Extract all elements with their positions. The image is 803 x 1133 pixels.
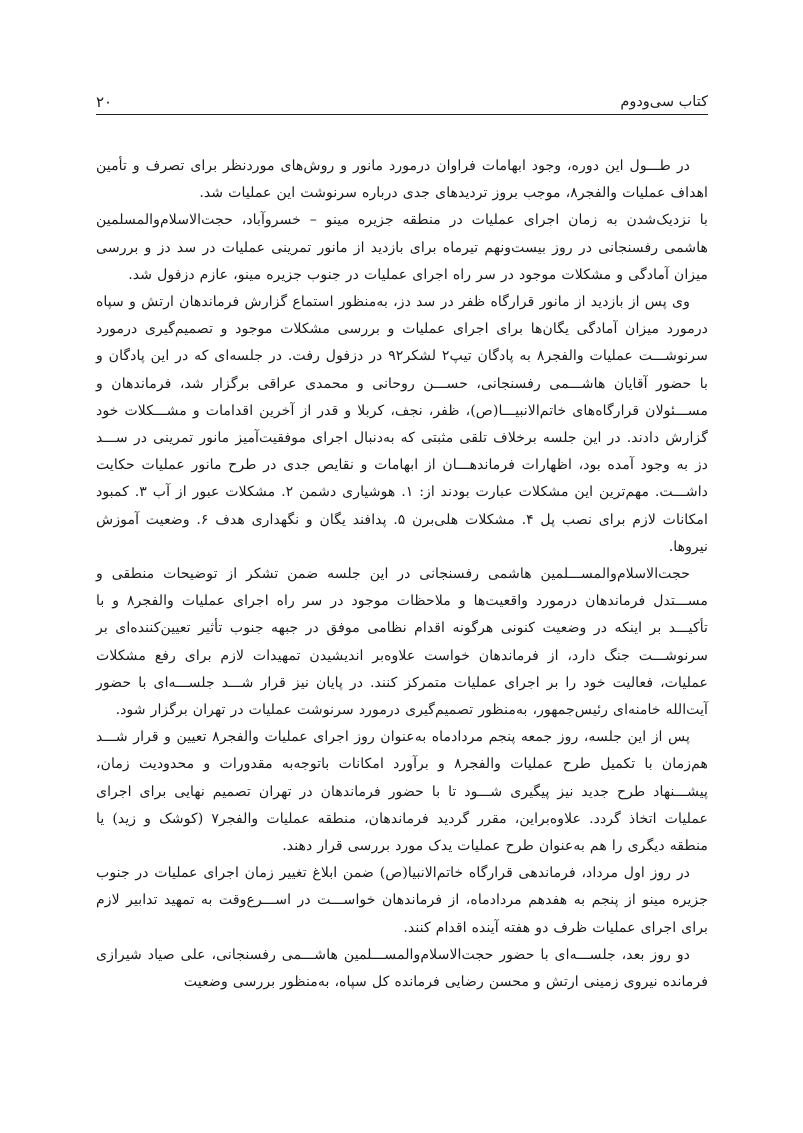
page-header: [96, 84, 708, 115]
paragraph: وی پس از بازدید از مانور قرارگاه ظفر در سد دز، به‌منظور استماع گزارش فرماندهان ارتش و سپاه درمورد میزان آمادگی یگان‌ها برای اجرای عملیات و بررسی مشکلات موجود و تصمیم‌گیری درمورد سرنوشـــت عملیات والفجر۸ به پادگان تیپ۲ لشکر۹۲ در دزفول رفت. در جلسه‌ای که در این پادگان و با حضور آقایان هاشـــمی رفسنجانی، حســـن روحانی و محمدی عراقی برگزار شد، فرماندهان و مســـئولان قرارگاه‌های خاتم‌الانبیـــا(ص)، ظفر، نجف، کربلا و قدر از آخرین اقدامات و مشـــکلات خود گزارش دادند. در این جلسه برخلاف تلقی مثبتی که به‌دنبال اجرای موفقیت‌آمیز مانور تمرینی در ســـد دز به وجود آمده بود، اظهارات فرماندهـــان از ابهامات و نقایص جدی در طرح مانور عملیات حکایت داشـــت. مهم‌ترین این مشکلات عبارت بودند از: ۱. هوشیاری دشمن ۲. مشکلات عبور از آب ۳. کمبود امکانات لازم برای نصب پل ۴. مشکلات هلی‌برن ۵. پدافند یگان و نگهداری هدف ۶. وضعیت آموزش نیروها.: [96, 294, 708, 555]
page-body: [96, 153, 708, 996]
running-title: کتاب سی‌ودوم: [620, 94, 708, 110]
book-page: [96, 84, 708, 1064]
paragraph: پس از این جلسه، روز جمعه پنجم مردادماه به‌عنوان روز اجرای عملیات والفجر۸ تعیین و قرار شـــد هم‌زمان با تکمیل طرح عملیات والفجر۸ و برآورد امکانات باتوجه‌به مقدورات و محدودیت زمان، پیشـــنهاد طرح جدید نیز پیگیری شـــود تا با حضور فرماندهان در تهران تصمیم نهایی برای اجرای عملیات اتخاذ گردد. علاوه‌براین، مقرر گردید فرماندهان، منطقه عملیات والفجر۷ (کوشک و زید) یا منطقه دیگری را هم به‌عنوان طرح عملیات یدک مورد بررسی قرار دهند.: [96, 729, 708, 855]
paragraph: در روز اول مرداد، فرماندهی قرارگاه خاتم‌الانبیا(ص) ضمن ابلاغ تغییر زمان اجرای عملیات در جنوب جزیره مینو از پنجم به هفدهم مردادماه، از فرماندهان خواســـت در اســـرع‌وقت به تمهید تدابیر لازم برای اجرای عملیات ظرف دو هفته آینده اقدام کنند.: [96, 865, 708, 936]
paragraph: دو روز بعد، جلســـه‌ای با حضور حجت‌الاسلام‌والمســـلمین هاشـــمی رفسنجانی، علی صیاد شیرازی فرمانده نیروی زمینی ارتش و محسن رضایی فرمانده کل سپاه، به‌منظور بررسی وضعیت: [96, 946, 708, 991]
paragraph: با نزدیک‌شدن به زمان اجرای عملیات در منطقه جزیره مینو – خسروآباد، حجت‌الاسلام‌والمسلمین هاشمی رفسنجانی در روز بیست‌ونهم تیرماه برای بازدید از مانور تمرینی عملیات در سد دز و بررسی میزان آمادگی و مشکلات موجود در سر راه اجرای عملیات در جنوب جزیره مینو، عازم دزفول شد.: [96, 212, 708, 283]
paragraph: حجت‌الاسلام‌والمســـلمین هاشمی رفسنجانی در این جلسه ضمن تشکر از توضیحات منطقی و مســـتدل فرماندهان درمورد واقعیت‌ها و ملاحظات موجود در سر راه اجرای عملیات والفجر۸ و با تأکیـــد بر اینکه در وضعیت کنونی هرگونه اقدام نظامی موفق در جبهه جنوب تأثیر تعیین‌کننده‌ای بر سرنوشـــت جنگ دارد، از فرماندهان خواست علاوه‌بر اندیشیدن تمهیدات لازم برای رفع مشکلات عملیات، فعالیت خود را بر اجرای عملیات متمرکز کنند. در پایان نیز قرار شـــد جلســـه‌ای با حضور آیت‌الله خامنه‌ای رئیس‌جمهور، به‌منظور تصمیم‌گیری درمورد سرنوشت عملیات در تهران برگزار شود.: [96, 566, 708, 719]
paragraph: در طـــول این دوره، وجود ابهامات فراوان درمورد مانور و روش‌های موردنظر برای تصرف و تأمین اهداف عملیات والفجر۸، موجب بروز تردیدهای جدی درباره سرنوشت این عملیات شد.: [96, 158, 708, 202]
page-number: ۲۰: [96, 93, 113, 111]
